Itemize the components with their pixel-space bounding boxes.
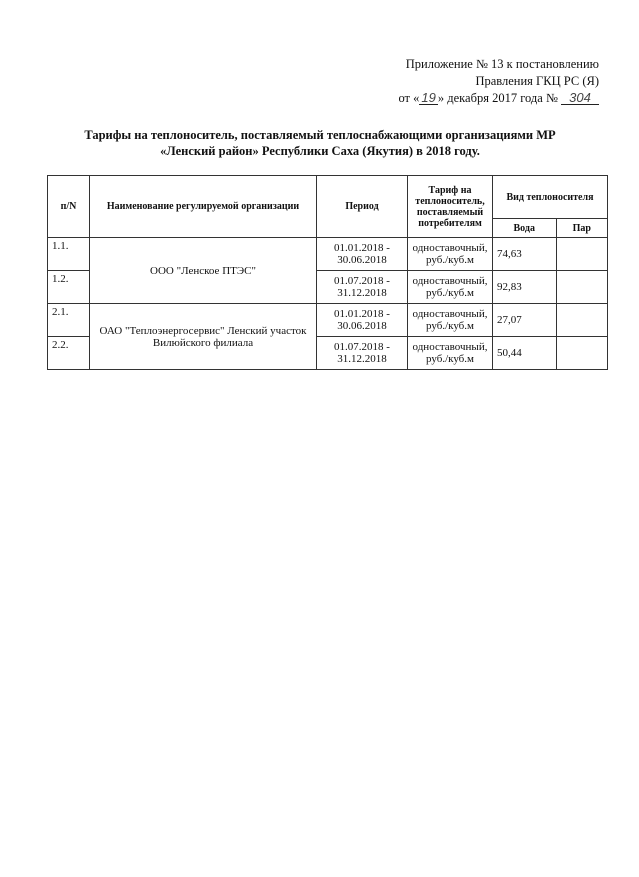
appendix-header: [398, 56, 599, 107]
org-name: ОАО "Теплоэнергосервис" Ленский участок Вилюйского филиала: [90, 304, 317, 370]
row-num: 2.1.: [48, 304, 90, 337]
row-unit: одноставочный, руб./куб.м: [408, 238, 493, 271]
row-water: 50,44: [493, 337, 557, 370]
row-steam: [556, 271, 608, 304]
title-line-2: «Ленский район» Республики Саха (Якутия) в 2018 году.: [160, 144, 480, 158]
handwritten-number: 304: [561, 91, 599, 105]
title-line-1: Тарифы на теплоноситель, поставляемый теплоснабжающими организациями МР: [84, 128, 556, 142]
header-type: Вид теплоносителя: [493, 176, 608, 219]
table-header-row: [48, 176, 608, 219]
date-prefix: от «: [398, 91, 420, 105]
row-water: 92,83: [493, 271, 557, 304]
document-title: [60, 127, 580, 159]
row-steam: [556, 238, 608, 271]
row-num: 1.2.: [48, 271, 90, 304]
board-line: Правления ГКЦ РС (Я): [475, 74, 599, 88]
tariff-table: [47, 175, 608, 370]
org-name: ООО "Ленское ПТЭС": [90, 238, 317, 304]
row-water: 27,07: [493, 304, 557, 337]
row-num: 1.1.: [48, 238, 90, 271]
header-water: Вода: [493, 219, 557, 238]
date-line: [398, 90, 599, 107]
row-period: 01.07.2018 - 31.12.2018: [317, 271, 408, 304]
row-num: 2.2.: [48, 337, 90, 370]
handwritten-day: 19: [421, 90, 436, 105]
row-water: 74,63: [493, 238, 557, 271]
header-org: Наименование регулируемой организации: [90, 176, 317, 238]
header-num: п/N: [48, 176, 90, 238]
row-period: 01.01.2018 - 30.06.2018: [317, 238, 408, 271]
table-row: [48, 304, 608, 337]
appendix-line: Приложение № 13 к постановлению: [405, 57, 599, 71]
header-tariff: Тариф на теплоноситель, поставляемый потребителям: [408, 176, 493, 238]
header-period: Период: [317, 176, 408, 238]
row-steam: [556, 337, 608, 370]
header-steam: Пар: [556, 219, 608, 238]
row-period: 01.01.2018 - 30.06.2018: [317, 304, 408, 337]
table-row: [48, 238, 608, 271]
row-unit: одноставочный, руб./куб.м: [408, 337, 493, 370]
row-unit: одноставочный, руб./куб.м: [408, 304, 493, 337]
row-steam: [556, 304, 608, 337]
row-period: 01.07.2018 - 31.12.2018: [317, 337, 408, 370]
date-mid: » декабря 2017 года №: [437, 91, 558, 105]
row-unit: одноставочный, руб./куб.м: [408, 271, 493, 304]
